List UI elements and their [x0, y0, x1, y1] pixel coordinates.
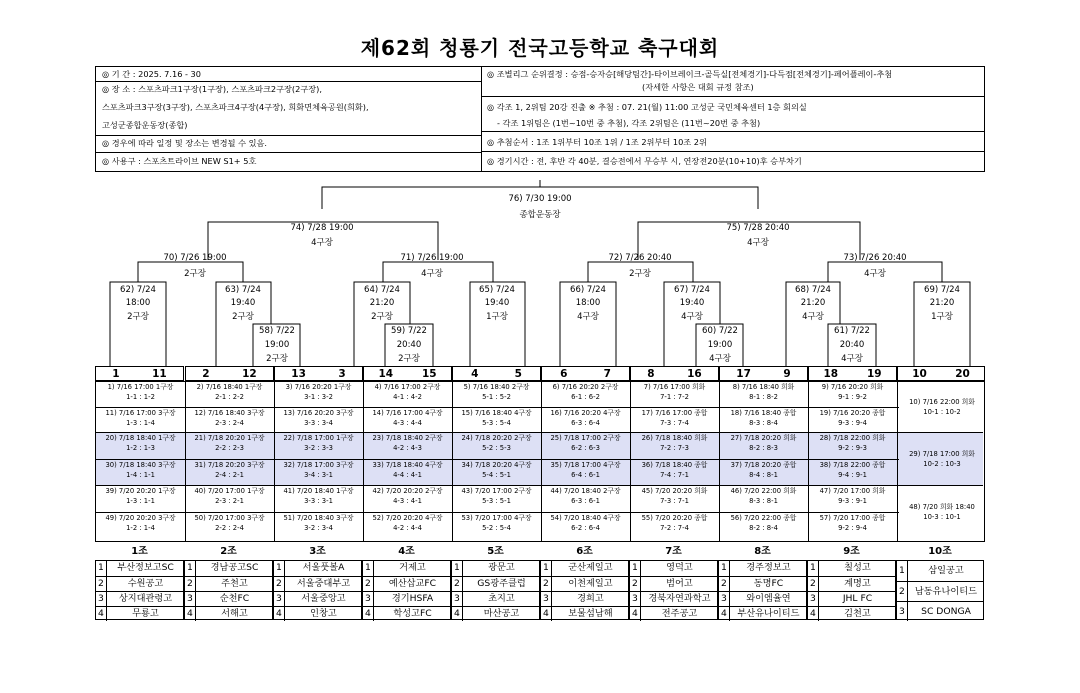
slot-number: 14: [378, 367, 394, 380]
schedule-cell: 15) 7/16 18:40 4구장 5-3 : 5-4: [461, 409, 532, 427]
match-time-text: ◎ 경기시간 : 전, 후반 각 40분, 결승전에서 무승부 시, 연장전20분(10+10)후 승부차기: [487, 156, 802, 166]
slot-number: 6: [560, 367, 568, 380]
qf71-venue: 4구장: [421, 269, 443, 279]
group-team-row: 3 SC DONGA: [897, 601, 983, 621]
team-name: 서울중대부고: [296, 578, 351, 589]
group-team-row: 4 서해고: [185, 606, 272, 621]
m64-label: 64) 7/24: [364, 285, 400, 295]
m63-label: 63) 7/24: [225, 285, 261, 295]
team-name: 무룡고: [132, 608, 159, 619]
m67-venue: 4구장: [681, 312, 703, 322]
schedule-cell: 40) 7/20 17:00 1구장 2-3 : 2-1: [194, 487, 265, 505]
team-name: 주천고: [221, 578, 248, 589]
group-column: [540, 545, 629, 620]
team-name: 예산삽교FC: [388, 578, 437, 589]
schedule-cell: 49) 7/20 20:20 3구장 1-2 : 1-4: [105, 514, 176, 532]
schedule-cell: 52) 7/20 20:20 4구장 4-2 : 4-4: [372, 514, 443, 532]
bracket-slot-pair: [363, 366, 452, 381]
schedule-cell: 45) 7/20 20:20 희화 7-3 : 7-1: [641, 487, 708, 505]
schedule-cell: 2) 7/16 18:40 1구장 2-1 : 2-2: [196, 383, 263, 401]
m61-venue: 4구장: [841, 354, 863, 364]
m68-label: 68) 7/24: [795, 285, 831, 295]
venue-text-1: ◎ 장 소 : 스포츠파크1구장(1구장), 스포츠파크2구장(2구장),: [102, 84, 322, 94]
group-column: [184, 545, 273, 620]
group-column: [95, 545, 184, 620]
group-name: 3조: [309, 546, 326, 557]
group-team-row: 4 보물섬남해: [541, 606, 628, 621]
team-name: 광문고: [488, 562, 515, 573]
schedule-cell: 35) 7/18 17:00 4구장 6-4 : 6-1: [550, 461, 621, 479]
page-title: 제62회 청룡기 전국고등학교 축구대회: [360, 36, 720, 60]
m65-venue: 1구장: [486, 312, 508, 322]
group-team-row: 1 서울풋볼A: [274, 561, 361, 576]
group-column: [807, 545, 896, 620]
schedule-cell: 51) 7/20 18:40 3구장 3-2 : 3-4: [283, 514, 354, 532]
schedule-cell: 57) 7/20 17:00 종합 9-2 : 9-4: [819, 514, 886, 532]
group-column: [629, 545, 718, 620]
m69-time: 21:20: [929, 298, 955, 308]
group-name: 8조: [754, 546, 771, 557]
sf75-venue: 4구장: [747, 238, 769, 248]
team-name: 김천고: [844, 608, 871, 619]
schedule-cell: 31) 7/18 20:20 3구장 2-4 : 2-1: [194, 461, 265, 479]
group-team-row: 3 와이엠율연: [719, 591, 806, 606]
schedule-cell: 3) 7/16 20:20 1구장 3-1 : 3-2: [285, 383, 352, 401]
slot-number: 5: [514, 367, 522, 380]
venue-text-2: 스포츠파크3구장(3구장), 스포츠파크4구장(4구장), 희화면체육공원(희화),: [102, 102, 369, 112]
group-team-row: 1 부산정보고SC: [96, 561, 183, 576]
team-name: 서울중앙고: [301, 593, 346, 604]
ball-text: ◎ 사용구 : 스포츠트라이브 NEW S1+ 5호: [102, 156, 257, 166]
group-team-row: 4 김천고: [808, 606, 895, 621]
m61-time: 20:40: [839, 340, 865, 350]
slot-number: 11: [152, 367, 167, 380]
group-team-row: 3 경북자연과학고: [630, 591, 717, 606]
team-name: GS광주클럽: [477, 578, 526, 589]
m58-venue: 2구장: [266, 354, 288, 364]
slot-number: 16: [687, 367, 702, 380]
schedule-cell: 28) 7/18 22:00 희화 9-2 : 9-3: [819, 434, 886, 452]
group-name: 10조: [928, 546, 952, 557]
m60-label: 60) 7/22: [702, 326, 738, 336]
schedule-cell: 33) 7/18 18:40 4구장 4-4 : 4-1: [372, 461, 443, 479]
slot-number: 13: [291, 367, 306, 380]
group-name: 1조: [131, 546, 148, 557]
group-team-row: 2 수원공고: [96, 576, 183, 591]
period-text: ◎ 기 간 : 2025. 7.16 - 30: [102, 69, 201, 79]
m68-venue: 4구장: [802, 312, 824, 322]
schedule-cell: 5) 7/16 18:40 2구장 5-1 : 5-2: [463, 383, 530, 401]
qf71-label: 71) 7/26 19:00: [400, 253, 464, 263]
bracket-slot-pair: [808, 366, 897, 381]
team-name: 경남공고SC: [210, 562, 259, 573]
schedule-cell: 44) 7/20 18:40 2구장 6-3 : 6-1: [550, 487, 621, 505]
schedule-cell: 24) 7/18 20:20 2구장 5-2 : 5-3: [461, 434, 532, 452]
slot-number: 4: [471, 367, 479, 380]
schedule-cell: 14) 7/16 17:00 4구장 4-3 : 4-4: [372, 409, 443, 427]
m60-venue: 4구장: [709, 354, 731, 364]
slot-number: 3: [338, 367, 346, 380]
schedule-cell: 37) 7/18 20:20 종합 8-4 : 8-1: [730, 461, 797, 479]
venue-text-3: 고성군종합운동장(종합): [102, 120, 188, 130]
team-name: 마산공고: [483, 608, 520, 619]
group-name: 7조: [665, 546, 682, 557]
team-name: 동명FC: [753, 578, 784, 589]
group10-match-2: 29) 7/18 17:00 희화 10-2 : 10-3: [909, 450, 975, 468]
team-name: 부산정보고SC: [117, 562, 174, 573]
group-team-row: 2 서울중대부고: [274, 576, 361, 591]
team-name: JHL FC: [842, 593, 873, 604]
m58-time: 19:00: [264, 340, 290, 350]
m69-label: 69) 7/24: [924, 285, 960, 295]
schedule-cell: 20) 7/18 18:40 1구장 1-2 : 1-3: [105, 434, 176, 452]
schedule-cell: 22) 7/18 17:00 1구장 3-2 : 3-3: [283, 434, 354, 452]
team-name: 전주공고: [661, 608, 698, 619]
m59-time: 20:40: [396, 340, 422, 350]
team-name: SC DONGA: [921, 606, 971, 617]
slot-number: 9: [783, 367, 791, 380]
schedule-cell: 54) 7/20 18:40 4구장 6-2 : 6-4: [550, 514, 621, 532]
draw-order-text: ◎ 추첨순서 : 1조 1위부터 10조 1위 / 1조 2위부터 10조 2위: [487, 137, 707, 147]
schedule-cell: 4) 7/16 17:00 2구장 4-1 : 4-2: [374, 383, 441, 401]
schedule-cell: 56) 7/20 22:00 종합 8-2 : 8-4: [730, 514, 797, 532]
team-name: 거제고: [399, 562, 426, 573]
m63-venue: 2구장: [232, 312, 254, 322]
group-schedule-grid: [95, 381, 985, 542]
team-name: 수원공고: [127, 578, 164, 589]
m66-label: 66) 7/24: [570, 285, 606, 295]
qf73-venue: 4구장: [864, 269, 886, 279]
group-team-row: 3 경희고: [541, 591, 628, 606]
group-team-row: 3 상지대관령고: [96, 591, 183, 606]
group-team-row: 1 경남공고SC: [185, 561, 272, 576]
slot-number: 19: [866, 367, 882, 380]
qf73-label: 73) 7/26 20:40: [843, 253, 907, 263]
schedule-cell: 19) 7/16 20:20 종합 9-3 : 9-4: [819, 409, 886, 427]
team-name: 경북자연과학고: [648, 593, 711, 604]
bracket-slot-pair: [897, 366, 985, 381]
group-team-row: 4 인창고: [274, 606, 361, 621]
sf74-label: 74) 7/28 19:00: [290, 223, 354, 233]
group-column: [718, 545, 807, 620]
schedule-cell: 41) 7/20 18:40 1구장 3-3 : 3-1: [283, 487, 354, 505]
qf72-label: 72) 7/26 20:40: [608, 253, 672, 263]
team-name: 경주정보고: [746, 562, 791, 573]
m60-time: 19:00: [707, 340, 733, 350]
schedule-cell: 53) 7/20 17:00 4구장 5-2 : 5-4: [461, 514, 532, 532]
team-name: 영덕고: [666, 562, 693, 573]
group-team-row: 3 JHL FC: [808, 591, 895, 606]
slot-number: 12: [242, 367, 257, 380]
m67-time: 19:40: [679, 298, 705, 308]
qf70-label: 70) 7/26 19:00: [163, 253, 227, 263]
group-team-row: 1 거제고: [363, 561, 450, 576]
group-column: [362, 545, 451, 620]
group-name: 2조: [220, 546, 237, 557]
m66-time: 18:00: [575, 298, 601, 308]
schedule-cell: 38) 7/18 22:00 종합 9-4 : 9-1: [819, 461, 886, 479]
group-team-row: 2 이천제일고: [541, 576, 628, 591]
ranking-rule-text: ◎ 조별리그 순위결정 : 승점-승자승[해당팀간]-타이브레이크-골득실[전체경기]-다득점[전체경기]-페어플레이-추첨: [487, 69, 893, 79]
m64-time: 21:20: [369, 298, 395, 308]
group-team-row: 1 경주정보고: [719, 561, 806, 576]
team-name: 서해고: [221, 608, 248, 619]
group-column: [273, 545, 362, 620]
schedule-cell: 32) 7/18 17:00 3구장 3-4 : 3-1: [283, 461, 354, 479]
notice-text: ◎ 경우에 따라 일정 및 장소는 변경될 수 있음.: [102, 138, 268, 148]
schedule-cell: 1) 7/16 17:00 1구장 1-1 : 1-2: [107, 383, 174, 401]
group-team-row: 1 칠성고: [808, 561, 895, 576]
schedule-cell: 42) 7/20 20:20 2구장 4-3 : 4-1: [372, 487, 443, 505]
group-team-row: 1 군산제일고: [541, 561, 628, 576]
team-name: 초지고: [488, 593, 515, 604]
schedule-cell: 13) 7/16 20:20 3구장 3-3 : 3-4: [283, 409, 354, 427]
schedule-cell: 18) 7/16 18:40 종합 8-3 : 8-4: [730, 409, 797, 427]
slot-number: 20: [955, 367, 970, 380]
sf75-label: 75) 7/28 20:40: [726, 223, 790, 233]
schedule-cell: 50) 7/20 17:00 3구장 2-2 : 2-4: [194, 514, 265, 532]
team-name: 인창고: [310, 608, 337, 619]
bracket-slot-pair: [452, 366, 541, 381]
group-team-row: 4 부산유나이티드: [719, 606, 806, 621]
team-name: 상지대관령고: [118, 593, 173, 604]
group-team-row: 2 주천고: [185, 576, 272, 591]
m68-time: 21:20: [800, 298, 826, 308]
m63-time: 19:40: [230, 298, 256, 308]
bracket-slot-pair: [541, 366, 630, 381]
m58-label: 58) 7/22: [259, 326, 295, 336]
schedule-cell: 9) 7/16 20:20 희화 9-1 : 9-2: [821, 383, 884, 401]
team-name: 순천FC: [219, 593, 250, 604]
bracket-slot-pair: [274, 366, 363, 381]
group10-match-1: 10) 7/16 22:00 희화 10-1 : 10-2: [909, 398, 975, 416]
ranking-rule-note: (자세한 사항은 대회 규정 참조): [642, 82, 754, 92]
slot-number: 1: [112, 367, 120, 380]
group-name: 5조: [487, 546, 504, 557]
team-name: 칠성고: [844, 562, 871, 573]
team-name: 학성고FC: [393, 608, 432, 619]
schedule-cell: 34) 7/18 20:20 4구장 5-4 : 5-1: [461, 461, 532, 479]
schedule-cell: 36) 7/18 18:40 종합 7-4 : 7-1: [641, 461, 708, 479]
team-name: 범어고: [666, 578, 693, 589]
m62-venue: 2구장: [127, 312, 149, 322]
bracket-slot-pair: [719, 366, 808, 381]
m62-time: 18:00: [125, 298, 151, 308]
schedule-cell: 46) 7/20 22:00 희화 8-3 : 8-1: [730, 487, 797, 505]
schedule-cell: 25) 7/18 17:00 2구장 6-2 : 6-3: [550, 434, 621, 452]
group10-match-3: 48) 7/20 희화 18:40 10-3 : 10-1: [909, 503, 975, 521]
team-name: 남동유나이티드: [914, 586, 978, 597]
m59-label: 59) 7/22: [391, 326, 427, 336]
slot-number: 8: [647, 367, 655, 380]
m67-label: 67) 7/24: [674, 285, 710, 295]
group-team-row: 1 삼일공고: [897, 561, 983, 581]
schedule-cell: 17) 7/16 17:00 종합 7-3 : 7-4: [641, 409, 708, 427]
schedule-cell: 16) 7/16 20:20 4구장 6-3 : 6-4: [550, 409, 621, 427]
group-team-row: 4 전주공고: [630, 606, 717, 621]
group-name: 9조: [843, 546, 860, 557]
group-team-row: 2 범어고: [630, 576, 717, 591]
slot-number: 18: [823, 367, 839, 380]
slot-number: 15: [421, 367, 437, 380]
schedule-cell: 39) 7/20 20:20 1구장 1-3 : 1-1: [105, 487, 176, 505]
advance-note: - 각조 1위팀은 (1번~10번 중 추첨), 각조 2위팀은 (11번~20번 중 추첨): [497, 118, 761, 128]
m64-venue: 2구장: [371, 312, 393, 322]
final-match-label: 76) 7/30 19:00: [508, 194, 572, 204]
schedule-cell: 12) 7/16 18:40 3구장 2-3 : 2-4: [194, 409, 265, 427]
group-team-row: 2 남동유나이티드: [897, 581, 983, 601]
team-name: 보물섬남해: [568, 608, 613, 619]
group-team-row: 2 예산삽교FC: [363, 576, 450, 591]
m65-time: 19:40: [484, 298, 510, 308]
schedule-cell: 55) 7/20 20:20 종합 7-2 : 7-4: [641, 514, 708, 532]
team-name: 경기HSFA: [391, 593, 434, 604]
group-name: 6조: [576, 546, 593, 557]
group-name: 4조: [398, 546, 415, 557]
slot-number: 7: [603, 367, 611, 380]
group-column: [896, 545, 984, 620]
schedule-cell: 43) 7/20 17:00 2구장 5-3 : 5-1: [461, 487, 532, 505]
schedule-cell: 11) 7/16 17:00 3구장 1-3 : 1-4: [105, 409, 176, 427]
m62-label: 62) 7/24: [120, 285, 156, 295]
schedule-cell: 6) 7/16 20:20 2구장 6-1 : 6-2: [552, 383, 619, 401]
group-team-row: 3 서울중앙고: [274, 591, 361, 606]
schedule-cell: 27) 7/18 20:20 희화 8-2 : 8-3: [730, 434, 797, 452]
m69-venue: 1구장: [931, 312, 953, 322]
bracket-slot-pair: [95, 366, 184, 381]
schedule-cell: 47) 7/20 17:00 희화 9-3 : 9-1: [819, 487, 886, 505]
m59-venue: 2구장: [398, 354, 420, 364]
group-team-row: 2 동명FC: [719, 576, 806, 591]
team-name: 이천제일고: [568, 578, 613, 589]
schedule-cell: 26) 7/18 18:40 희화 7-2 : 7-3: [641, 434, 708, 452]
team-name: 군산제일고: [568, 562, 613, 573]
slot-number: 17: [736, 367, 751, 380]
m66-venue: 4구장: [577, 312, 599, 322]
schedule-cell: 23) 7/18 18:40 2구장 4-2 : 4-3: [372, 434, 443, 452]
m65-label: 65) 7/24: [479, 285, 515, 295]
group-team-row: 3 경기HSFA: [363, 591, 450, 606]
group-column: [451, 545, 540, 620]
group-team-row: 2 GS광주클럽: [452, 576, 539, 591]
team-name: 계명고: [844, 578, 871, 589]
final-match-venue: 종합운동장: [519, 210, 561, 220]
team-name: 삼일공고: [928, 565, 964, 576]
team-name: 서울풋볼A: [302, 562, 345, 573]
team-name: 부산유나이티드: [737, 608, 800, 619]
qf70-venue: 2구장: [184, 269, 206, 279]
team-name: 경희고: [577, 593, 604, 604]
group-team-row: 3 순천FC: [185, 591, 272, 606]
group-team-row: 4 학성고FC: [363, 606, 450, 621]
schedule-cell: 7) 7/16 17:00 희화 7-1 : 7-2: [643, 383, 706, 401]
qf72-venue: 2구장: [629, 269, 651, 279]
group-team-row: 2 계명고: [808, 576, 895, 591]
group-team-row: 1 영덕고: [630, 561, 717, 576]
advance-text: ◎ 각조 1, 2위팀 20강 진출 ※ 추첨 : 07. 21(월) 11:00 고성군 국민체육센터 1층 회의실: [487, 102, 807, 112]
group-team-row: 4 무룡고: [96, 606, 183, 621]
m61-label: 61) 7/22: [834, 326, 870, 336]
slot-number: 2: [202, 367, 210, 380]
schedule-cell: 8) 7/16 18:40 희화 8-1 : 8-2: [732, 383, 795, 401]
group-team-row: 4 마산공고: [452, 606, 539, 621]
slot-number: 10: [912, 367, 927, 380]
schedule-cell: 30) 7/18 18:40 3구장 1-4 : 1-1: [105, 461, 176, 479]
team-name: 와이엠율연: [746, 593, 791, 604]
group-team-row: 1 광문고: [452, 561, 539, 576]
group-team-list: [95, 545, 985, 620]
sf74-venue: 4구장: [311, 238, 333, 248]
bracket-slot-pair: [185, 366, 274, 381]
bracket-slot-pair: [630, 366, 719, 381]
schedule-cell: 21) 7/18 20:20 1구장 2-2 : 2-3: [194, 434, 265, 452]
group-team-row: 3 초지고: [452, 591, 539, 606]
